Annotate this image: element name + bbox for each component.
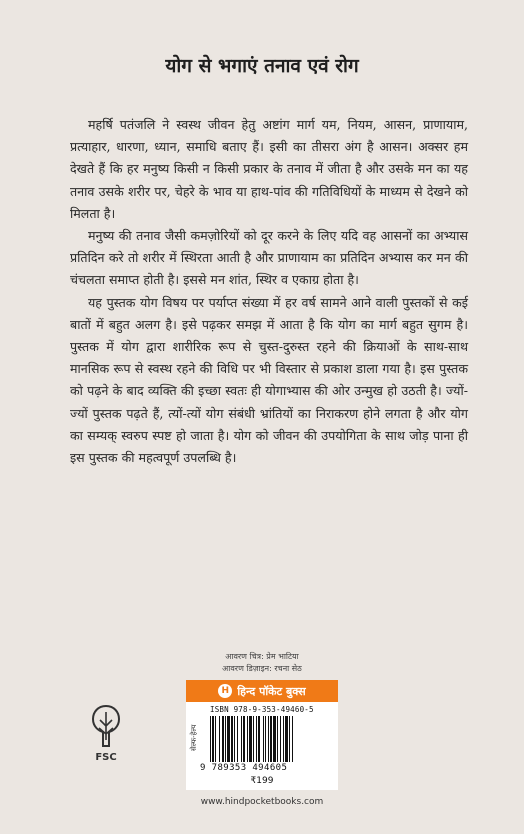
category-label: सेल्फ-हेल्प — [190, 724, 198, 752]
cover-art-credit: आवरण चित्र: प्रेम भाटिया — [225, 652, 299, 661]
barcode-block — [186, 680, 338, 790]
barcode-icon — [210, 716, 334, 762]
blurb-paragraph: यह पुस्तक योग विषय पर पर्याप्त संख्या में हर वर्ष सामने आने वाली पुस्तकों से कई बातों में बहुत अलग है। इसे पढ़कर समझ में आता है कि योग का मार्ग बहुत सुगम है। पुस्तक में योग द्वारा शारीरिक रूप से चुस्त-दुरुस्त रहने की क्रियाओं के साथ-साथ मानसिक रूप से स्वस्थ रहने की विधि पर भी विस्तार से प्रकाश डाला गया है। इस पुस्तक को पढ़ने के बाद व्यक्ति की इच्छा स्वतः ही योगाभ्यास की ओर उन्मुख हो उठती है। ज्यों-ज्यों पुस्तक पढ़ते हैं, त्यों-त्यों योग संबंधी भ्रांतियों का निराकरण होने लगता है और योग का सम्यक् स्वरुप स्पष्ट हो जाता है। योग को जीवन की उपयोगिता के साथ जोड़ पाना ही इस पुस्तक की महत्वपूर्ण उपलब्धि है। — [70, 294, 468, 466]
cover-design-credit: आवरण डिज़ाइन: रचना सेठ — [222, 664, 302, 673]
cover-credits — [0, 651, 524, 675]
barcode-digits: 9 789353 494605 — [200, 763, 288, 773]
blurb-paragraph: महर्षि पतंजलि ने स्वस्थ जीवन हेतु अष्टांग मार्ग यम, नियम, आसन, प्राणायाम, प्रत्याहार, धारणा, ध्यान, समाधि बताए हैं। इसी का तीसरा अंग है आसन। अक्सर हम देखते हैं कि हर मनुष्य किसी न किसी प्रकार के तनाव में जीता है और उसके मन का यह तनाव उसके शरीर पर, चेहरे के भाव या हाथ-पांव की गतिविधियों के माध्यम से देखने को मिलता है। — [70, 117, 468, 221]
blurb-paragraph: मनुष्य की तनाव जैसी कमज़ोरियों को दूर करने के लिए यदि वह आसनों का अभ्यास प्रतिदिन करे तो शरीर में स्थिरता आती है और प्राणायाम का प्रतिदिन अभ्यास कर मन की चंचलता समाप्त होती है। इससे मन शांत, स्थिर व एकाग्र होता है। — [70, 228, 468, 288]
price-label: ₹199 — [250, 776, 274, 786]
isbn-number: ISBN 978-9-353-49460-5 — [210, 705, 314, 714]
publisher-name: हिन्द पॉकेट बुक्स — [237, 684, 306, 698]
blurb-text — [70, 114, 468, 469]
publisher-website: www.hindpocketbooks.com — [200, 797, 324, 807]
fsc-label: FSC — [95, 752, 117, 763]
publisher-band — [186, 680, 338, 702]
publisher-logo-icon: H — [218, 684, 232, 698]
book-title: योग से भगाएं तनाव एवं रोग — [165, 55, 359, 77]
